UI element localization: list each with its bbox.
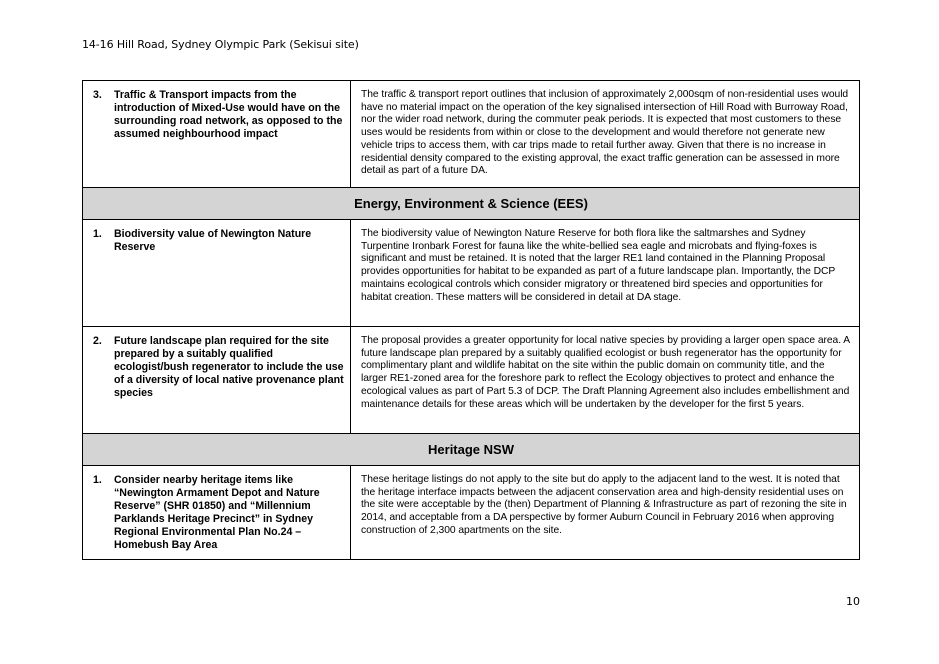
response-text: These heritage listings do not apply to the site but do apply to the adjacent land to the west. It is noted that the heritage interface impacts between the adjacent conservation area and high-density residential uses on the site were acceptable by the (then) Department of Planning & Infrastructure as part of rezoning the site in 2014, and acceptable from a DA perspective by former Auburn Council in February 2016 when approving construction of 2,300 apartments on the site. — [361, 474, 847, 536]
page-header: 14-16 Hill Road, Sydney Olympic Park (Sekisui site) — [82, 38, 359, 51]
response-text: The proposal provides a greater opportunity for local native species by providing a larger open space area. A future landscape plan prepared by a suitably qualified ecologist or bush regenerator has the opportunity for complimentary plant and wildlife habitat on the site within the public domain on community title, and the larger RE1-zoned area for the foreshore park to reflect the Ecology objectives to protect and enhance the ecological values as part of Part 5.3 of DCP. The Draft Planning Agreement also includes embellishment and maintenance details for these areas which will be undertaken by the developer for the first 5 years. — [361, 335, 850, 410]
page-number: 10 — [846, 595, 860, 608]
section-heading-row — [83, 434, 860, 466]
table-row — [83, 327, 860, 434]
issue-cell — [83, 327, 351, 434]
issue-number: 1. — [93, 474, 102, 486]
submissions-table — [82, 80, 860, 560]
response-cell — [351, 220, 860, 327]
section-heading-row — [83, 188, 860, 220]
table-row — [83, 466, 860, 560]
issue-text: Future landscape plan required for the site prepared by a suitably qualified ecologist/bush regenerator to include the use of a diversity of local native provenance plant species — [114, 335, 344, 399]
issue-number: 1. — [93, 228, 102, 240]
response-cell — [351, 466, 860, 560]
issue-cell — [83, 81, 351, 188]
table-row — [83, 81, 860, 188]
issue-number: 3. — [93, 89, 102, 101]
issue-text: Consider nearby heritage items like “Newington Armament Depot and Nature Reserve” (SHR 01850) and “Millennium Parklands Heritage Precinct” in Sydney Regional Environmental Plan No.24 – Homebush Bay Area — [114, 474, 320, 551]
issue-number: 2. — [93, 335, 102, 347]
table-row — [83, 220, 860, 327]
issue-text: Biodiversity value of Newington Nature Reserve — [114, 228, 312, 253]
response-text: The traffic & transport report outlines that inclusion of approximately 2,000sqm of non-residential uses would have no material impact on the operation of the key signalised intersection of Hill Road with Burroway Road, nor the wider road network, during the commuter peak periods. It is expected that most customers to these uses would be residents from within or close to the development and would therefore not generate new vehicle trips to access them, with car trips made to retail further away. Given that there is no increase in residential density compared to the existing approval, the exact traffic generation can be assessed in more detail as part of a future DA. — [361, 89, 849, 177]
response-cell — [351, 81, 860, 188]
issue-cell — [83, 466, 351, 560]
issue-text: Traffic & Transport impacts from the introduction of Mixed-Use would have on the surrounding road network, as opposed to the assumed neighbourhood impact — [114, 89, 343, 140]
issue-cell — [83, 220, 351, 327]
section-heading: Energy, Environment & Science (EES) — [83, 188, 860, 220]
response-text: The biodiversity value of Newington Nature Reserve for both flora like the saltmarshes and Sydney Turpentine Ironbark Forest for fauna like the white-bellied sea eagle and microbats and flying-foxes is significant and must be retained. It is noted that the larger RE1 land contained in the Planning Proposal provides opportunities for habitat to be expanded as part of a future landscape plan. Importantly, the DCP maintains ecological controls which consider migratory or threatened bird species and opportunities for habitat creation. These matters will be considered in detail at DA stage. — [361, 228, 835, 303]
response-cell — [351, 327, 860, 434]
section-heading: Heritage NSW — [83, 434, 860, 466]
